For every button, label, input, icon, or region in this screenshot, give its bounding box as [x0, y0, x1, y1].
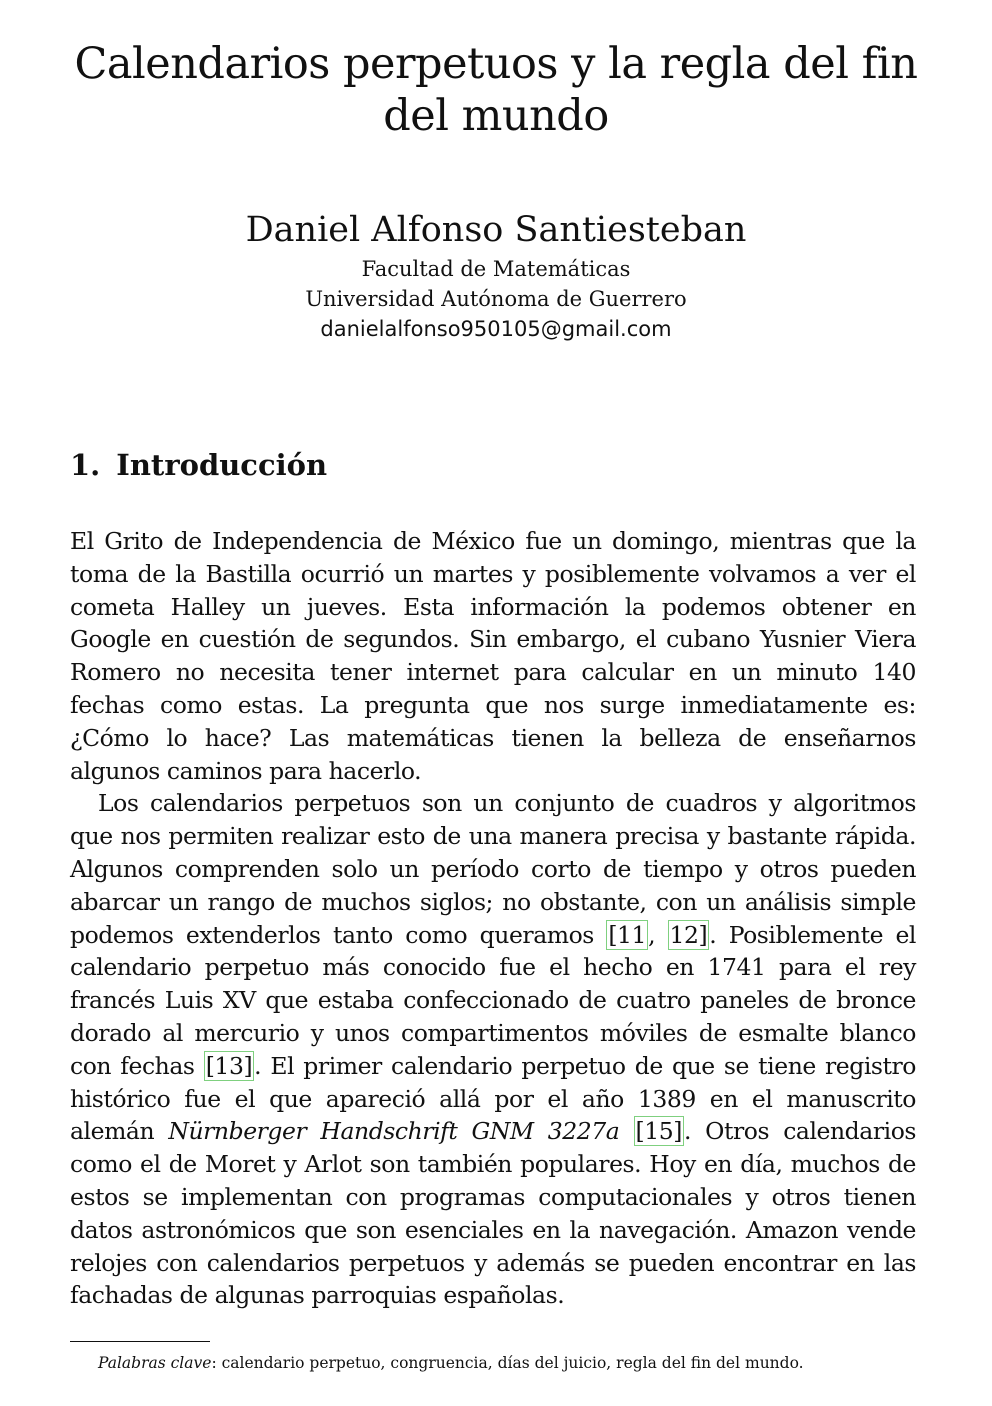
footnote-divider	[70, 1341, 210, 1342]
footnote-text: : calendario perpetuo, congruencia, días del juicio, regla del fin del mundo.	[211, 1354, 804, 1372]
citation-link-11[interactable]: [11	[608, 920, 647, 949]
section-body	[70, 525, 916, 1312]
paper-title: Calendarios perpetuos y la regla del fin del mundo	[74, 39, 918, 141]
section-number: 1.	[70, 448, 101, 482]
paragraph-2	[70, 787, 916, 1312]
author-affiliation-university: Universidad Autónoma de Guerrero	[305, 287, 687, 311]
citation-link-12[interactable]: 12]	[669, 920, 708, 949]
paragraph-1: El Grito de Independencia de México fue un domingo, mientras que la toma de la Bastilla ocurrió un martes y posiblemente volvamos a ver el cometa Halley un jueves. Esta información la podemos obtener en Google en cuestión de segundos. Sin embargo, el cubano Yusnier Viera Romero no necesita tener internet para calcular en un minuto 140 fechas como estas. La pregunta que nos surge inmediatamente es: ¿Cómo lo hace? Las matemáticas tienen la belleza de enseñarnos algunos caminos para hacerlo.	[70, 527, 916, 785]
manuscript-title: Nürnberger Handschrift GNM 3227a	[168, 1117, 620, 1146]
section-title: Introducción	[116, 448, 328, 482]
author-affiliation-faculty: Facultad de Matemáticas	[361, 257, 631, 281]
citation-separator: ,	[648, 920, 668, 949]
paragraph-2-space	[619, 1117, 633, 1145]
paragraph-2-text-4: . Otros calendarios como el de Moret y Arlot son también populares. Hoy en día, muchos de estos se implementan con programas computacionales y otros tienen datos astronómicos que son esenciales en la navegación. Amazon vende relojes con calendarios perpetuos y además se pueden encontrar en las fachadas de algunas parroquias españolas.	[70, 1117, 916, 1310]
citation-link-13[interactable]: [13]	[205, 1051, 253, 1080]
author-email[interactable]: danielalfonso950105@gmail.com	[320, 317, 672, 341]
citation-link-15[interactable]: [15]	[635, 1117, 682, 1146]
author-name: Daniel Alfonso Santiesteban	[245, 210, 747, 250]
paragraph-2-text-3: . El primer calendario perpetuo de que se tiene registro histórico fue el que apareció allá por el año 1389 en el manuscrito alemán	[70, 1051, 916, 1146]
section-heading	[70, 446, 327, 484]
footnote-keywords	[98, 1352, 958, 1374]
paragraph-2-text-2: . Posiblemente el calendario perpetuo más conocido fue el hecho en 1741 para el rey francés Luis XV que estaba confeccionado de cuatro paneles de bronce dorado al mercurio y unos compartimentos móviles de esmalte blanco con fechas	[70, 920, 916, 1080]
paragraph-2-text-1: Los calendarios perpetuos son un conjunto de cuadros y algoritmos que nos permiten realizar esto de una manera precisa y bastante rápida. Algunos comprenden solo un período corto de tiempo y otros pueden abarcar un rango de muchos siglos; no obstante, con un análisis simple podemos extenderlos tanto como queramos	[70, 789, 916, 949]
footnote-label: Palabras clave	[98, 1354, 212, 1372]
